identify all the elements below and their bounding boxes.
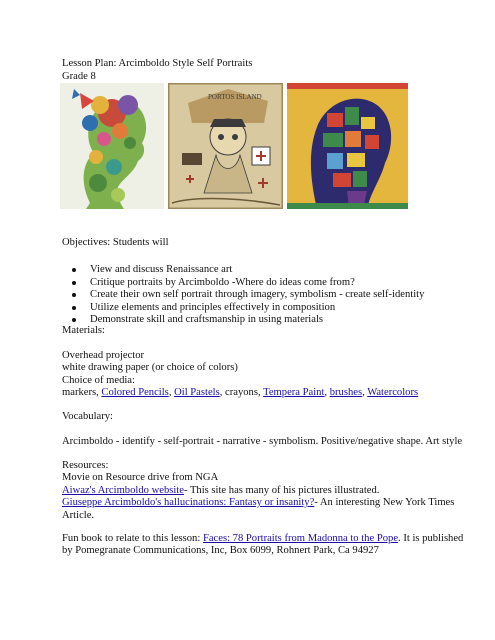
fun-book-section xyxy=(62,533,463,558)
objectives-heading: Objectives: Students will xyxy=(62,237,169,248)
tempera-paint-link[interactable]: Tempera Paint xyxy=(263,387,325,399)
materials-line: white drawing paper (or choice of colors) xyxy=(62,362,238,374)
lesson-title: Lesson Plan: Arcimboldo Style Self Portraits xyxy=(62,58,253,69)
giuseppe-line-2: Article. xyxy=(62,509,95,521)
list-item: View and discuss Renaissance art xyxy=(62,264,424,277)
vocabulary-text: Arcimboldo - identify - self-portrait - narrative - symbolism. Positive/negative shape. Art style xyxy=(62,435,463,447)
colored-pencils-link[interactable]: Colored Pencils xyxy=(101,387,169,399)
list-item: Demonstrate skill and craftsmanship in using materials xyxy=(62,314,424,327)
fun-book-prefix: Fun book to relate to this lesson: xyxy=(62,533,203,544)
aiwaz-description: - This site has many of his pictures illustrated. xyxy=(183,484,380,496)
resources-heading: Resources: xyxy=(62,460,109,471)
list-item: Create their own self portrait through imagery, symbolism - create self-identity xyxy=(62,289,424,302)
objectives-list xyxy=(62,264,424,327)
flower-portrait-image xyxy=(60,83,164,209)
materials-heading: Materials: xyxy=(62,325,105,336)
resources-section xyxy=(62,460,454,522)
resources-line: Movie on Resource drive from NGA xyxy=(62,472,219,484)
giuseppe-link[interactable]: Giuseppe Arcimboldo's hallucinations: Fantasy or insanity? xyxy=(62,497,315,509)
media-list xyxy=(62,387,418,399)
grade-level: Grade 8 xyxy=(62,71,96,82)
materials-section xyxy=(62,325,418,399)
fun-book-suffix: . It is published xyxy=(398,533,464,544)
vocabulary-section xyxy=(62,411,462,448)
list-item: Critique portraits by Arcimboldo -Where do ideas come from? xyxy=(62,277,424,290)
media-separator: , xyxy=(168,387,175,399)
media-text: markers, xyxy=(62,387,102,399)
aiwaz-link[interactable]: Aiwaz's Arcimboldo website xyxy=(62,484,184,496)
fun-book-line-2: by Pomegranate Communications, Inc, Box 6099, Rohnert Park, Ca 94927 xyxy=(62,545,379,557)
materials-line: Choice of media: xyxy=(62,374,135,386)
giuseppe-line xyxy=(62,497,454,509)
materials-line: Overhead projector xyxy=(62,349,145,361)
spacer xyxy=(62,423,462,435)
watercolors-link[interactable]: Watercolors xyxy=(367,387,419,399)
media-text: , crayons, xyxy=(219,387,264,399)
svg-text:PORTOS ISLAND: PORTOS ISLAND xyxy=(208,93,262,101)
vocabulary-heading: Vocabulary: xyxy=(62,411,113,422)
giuseppe-description: - An interesting New York Times xyxy=(314,497,455,509)
faces-book-link[interactable]: Faces: 78 Portraits from Madonna to the Pope xyxy=(202,533,399,544)
aiwaz-line xyxy=(62,485,454,497)
pirate-portrait-image xyxy=(168,83,283,209)
spacer xyxy=(62,337,418,349)
mosaic-portrait-image xyxy=(287,83,408,209)
media-separator: , xyxy=(362,387,368,399)
list-item: Utilize elements and principles effectively in composition xyxy=(62,302,424,315)
brushes-link[interactable]: brushes xyxy=(329,387,363,399)
media-separator: , xyxy=(324,387,330,399)
oil-pastels-link[interactable]: Oil Pastels xyxy=(174,387,220,399)
fun-book-line xyxy=(62,533,463,545)
